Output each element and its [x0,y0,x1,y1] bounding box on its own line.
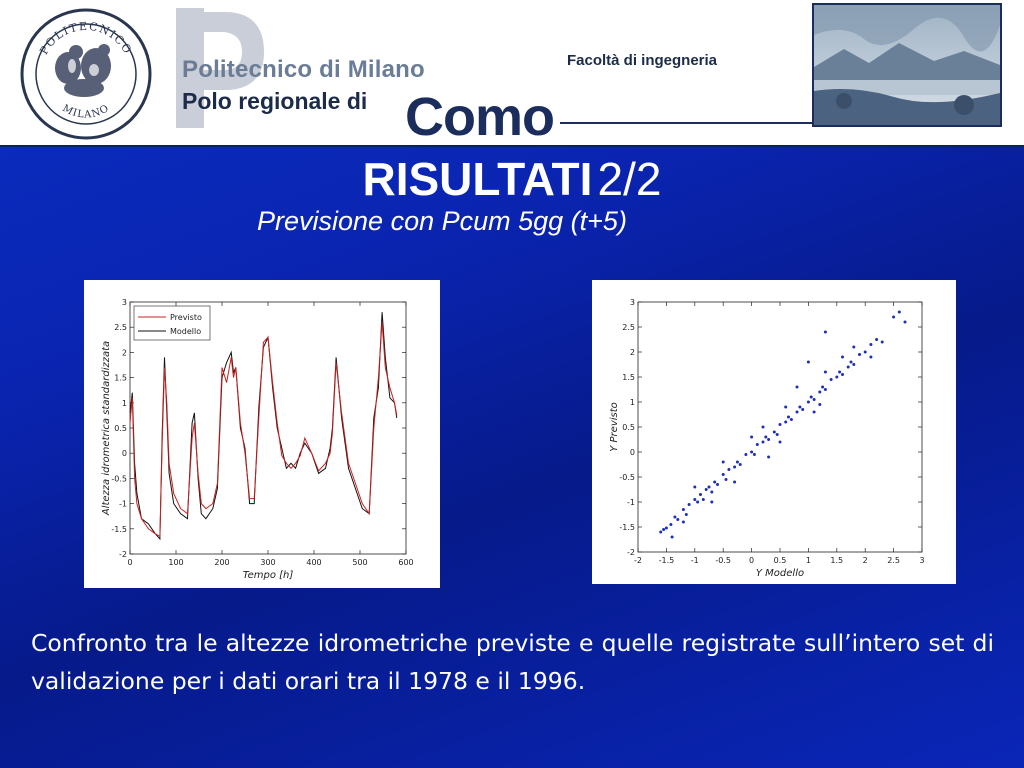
y-tick-label: 2 [121,348,127,358]
scatter-point [739,463,742,466]
scatter-point [818,403,821,406]
scatter-point [733,466,736,469]
x-tick-label: 0 [749,556,755,565]
y-tick-label: -1.5 [619,523,635,532]
scatter-point [841,373,844,376]
y-tick-label: 1 [121,398,127,408]
scatter-point [779,441,782,444]
scatter-point [696,501,699,504]
scatter-point [693,498,696,501]
x-tick-label: 200 [214,558,230,567]
scatter-point [776,433,779,436]
scatter-point [682,521,685,524]
scatter-point [750,436,753,439]
x-tick-label: 2.5 [887,556,900,565]
scatter-point [824,371,827,374]
scatter-point [722,473,725,476]
scatter-chart-panel [592,280,956,584]
scatter-point [869,343,872,346]
scatter-point [784,421,787,424]
scatter-point [744,453,747,456]
y-tick-label: 0.5 [622,423,635,432]
scatter-point [892,316,895,319]
scatter-point [767,456,770,459]
scatter-point [838,371,841,374]
scatter-point [710,491,713,494]
scatter-point [713,481,716,484]
scatter-point [858,353,861,356]
y-tick-label: 1 [629,398,635,407]
scatter-point [767,438,770,441]
y-tick-label: 1.5 [622,373,635,382]
scatter-point [688,503,691,506]
scatter-point [722,461,725,464]
y-tick-label: 3 [629,298,635,307]
seal-text-top: POLITECNICO [37,19,135,57]
scatter-point [671,536,674,539]
scatter-point [736,461,739,464]
x-axis-label: Y Modello [755,568,805,579]
scatter-point [801,408,804,411]
slide-subtitle: Previsione con Pcum 5gg (t+5) [257,206,627,236]
x-tick-label: -0.5 [715,556,732,565]
x-tick-label: 1.5 [830,556,844,565]
scatter-point [807,401,810,404]
y-axis-label: Altezza idrometrica standardizzata [101,340,112,516]
scatter-point [904,321,907,324]
faculty-name: Facoltà di ingegneria [567,52,718,69]
scatter-point [790,418,793,421]
y-tick-label: 2.5 [114,323,127,333]
scatter-point [850,361,853,364]
title-main: RISULTATI [362,153,593,205]
x-tick-label: -2 [634,556,642,565]
scatter-point [818,391,821,394]
scatter-point [773,431,776,434]
scatter-point [710,501,713,504]
scatter-chart [592,280,956,584]
scatter-point [762,441,765,444]
y-tick-label: 0.5 [114,424,127,433]
title-page-number: 2/2 [597,153,662,205]
scatter-point [725,478,728,481]
scatter-point [708,486,711,489]
slide-title [0,152,1024,206]
scatter-point [813,411,816,414]
scatter-point [750,451,753,454]
x-tick-label: 0.5 [773,556,787,565]
logo-letter: P [182,116,183,117]
scatter-point [682,508,685,511]
university-name: Politecnico di Milano [182,56,425,83]
scatter-point [756,443,759,446]
scatter-point [764,436,767,439]
x-tick-label: -1.5 [658,556,675,565]
header-banner [0,0,1024,147]
x-tick-label: 2 [862,556,868,565]
y-tick-label: -1 [119,499,127,509]
scatter-point [699,493,702,496]
header-divider [560,122,812,124]
scatter-point [673,516,676,519]
x-tick-label: 300 [260,558,276,567]
scatter-point [676,518,679,521]
scatter-point [813,398,816,401]
scatter-point [798,406,801,409]
plot-area [638,302,922,552]
y-axis-label: Y Previsto [609,402,620,452]
x-axis-label: Tempo [h] [242,570,294,581]
scatter-point [685,513,688,516]
scatter-point [659,531,662,534]
scatter-point [662,528,665,531]
y-tick-label: 2.5 [622,323,635,332]
scatter-point [852,346,855,349]
y-tick-label: -0.5 [619,473,635,482]
x-tick-label: -1 [690,556,699,565]
scatter-point [869,356,872,359]
scatter-point [898,311,901,314]
line-chart-panel [84,280,440,588]
x-tick-label: 600 [398,558,414,567]
x-tick-label: 100 [168,558,184,567]
scatter-point [784,406,787,409]
scatter-point [807,361,810,364]
scatter-point [727,468,730,471]
scatter-point [716,483,719,486]
scatter-point [665,527,668,530]
x-tick-label: 3 [919,556,925,565]
scatter-point [835,376,838,379]
y-tick-label: 3 [121,298,127,307]
legend-label-previsto: Previsto [170,313,202,322]
scatter-point [796,411,799,414]
y-tick-label: 0 [121,449,127,459]
scatter-point [779,423,782,426]
seal-text-bottom: MILANO [60,102,112,121]
x-tick-label: 400 [306,558,322,567]
scatter-point [824,331,827,334]
scatter-point [841,356,844,359]
scatter-point [753,453,756,456]
lake-landscape-image [812,3,1002,127]
scatter-point [824,388,827,391]
scatter-point [733,481,736,484]
scatter-point [705,488,708,491]
y-tick-label: -2 [627,548,635,557]
x-tick-label: 0 [127,558,133,567]
scatter-point [821,386,824,389]
scatter-point [852,363,855,366]
city-name: Como [405,87,554,147]
legend-label-modello: Modello [170,327,202,336]
campus-name: Polo regionale di [182,88,368,114]
x-tick-label: 1 [805,556,811,565]
line-chart [84,280,440,588]
scatter-point [702,498,705,501]
chart-legend [134,306,210,340]
scatter-point [796,386,799,389]
y-tick-label: -1.5 [111,524,127,534]
scatter-point [847,366,850,369]
scatter-point [693,486,696,489]
scatter-point [881,341,884,344]
scatter-point [864,351,867,354]
scatter-point [669,523,672,526]
y-tick-label: -0.5 [111,474,127,484]
y-tick-label: -1 [627,498,635,507]
scatter-point [787,416,790,419]
scatter-point [810,396,813,399]
slide-body-text: Confronto tra le altezze idrometriche previste e quelle registrate sull’intero set di validazione per i dati orari tra il 1978 e il 1996. [31,629,994,695]
y-tick-label: 0 [629,448,635,457]
scatter-point [762,426,765,429]
y-tick-label: 1.5 [114,373,127,383]
x-tick-label: 500 [352,558,368,567]
scatter-point [830,378,833,381]
y-tick-label: 2 [629,348,635,357]
y-tick-label: -2 [119,550,127,559]
politecnico-seal-logo [18,6,154,142]
scatter-point [875,338,878,341]
